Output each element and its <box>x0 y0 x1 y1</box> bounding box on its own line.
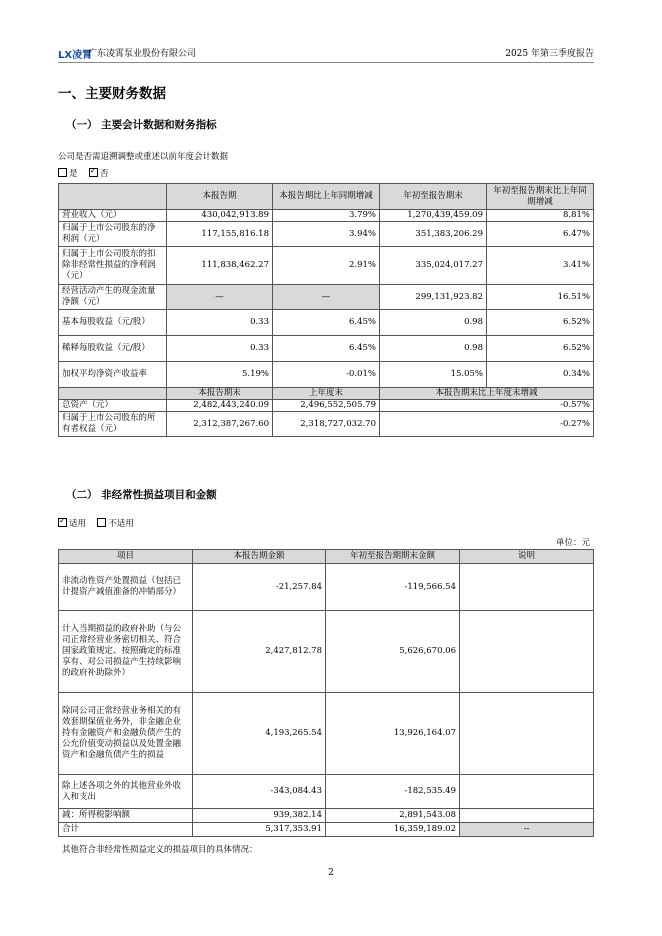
table-row <box>59 809 594 823</box>
header-cell: 本报告期比上年同期增减 <box>273 184 380 210</box>
checkbox-not-applicable[interactable] <box>97 518 106 527</box>
cell-note <box>460 809 594 823</box>
cell-value: -182,535.49 <box>326 775 460 809</box>
header-cell: 上年度末 <box>273 388 380 400</box>
cell-value: -21,257.84 <box>193 564 326 611</box>
header-cell: 年初至报告期期末金额 <box>326 550 460 564</box>
cell-value: 5,626,670.06 <box>326 611 460 693</box>
other-items-note: 其他符合非经常性损益定义的损益项目的具体情况： <box>62 845 258 855</box>
header-cell: 年初至报告期末比上年同期增减 <box>487 184 594 210</box>
cell-value: 2.91% <box>273 247 380 285</box>
company-logo: LX凌霄 <box>58 50 93 61</box>
cell-value: — <box>167 285 273 310</box>
cell-note: -- <box>460 823 594 837</box>
cell-value: 6.45% <box>273 336 380 362</box>
row-label: 基本每股收益（元/股） <box>59 310 167 336</box>
row-label: 稀释每股收益（元/股） <box>59 336 167 362</box>
cell-value: 3.41% <box>487 247 594 285</box>
applicable-label: 适用 <box>69 519 87 529</box>
header-cell: 本报告期末 <box>167 388 273 400</box>
cell-note <box>460 775 594 809</box>
cell-value: 6.47% <box>487 222 594 247</box>
unit-label: 单位：元 <box>555 538 590 548</box>
row-label: 营业收入（元） <box>59 210 167 222</box>
cell-value: 351,383,206.29 <box>380 222 487 247</box>
cell-value: 2,496,552,505.79 <box>273 400 380 412</box>
cell-value: 430,042,913.89 <box>167 210 273 222</box>
option-yes-label: 是 <box>69 169 78 179</box>
row-label: 非流动性资产处置损益（包括已计提资产减值准备的冲销部分） <box>59 564 193 611</box>
cell-note <box>460 564 594 611</box>
cell-value: 0.33 <box>167 336 273 362</box>
cell-value: 2,482,443,240.09 <box>167 400 273 412</box>
row-label: 归属于上市公司股东的所有者权益（元） <box>59 412 167 437</box>
header-cell <box>59 184 167 210</box>
option-no-label: 否 <box>99 169 109 179</box>
header-cell: 本报告期金额 <box>193 550 326 564</box>
table-header-row <box>59 184 594 210</box>
page-number: 2 <box>328 868 334 878</box>
cell-value: 2,891,543.08 <box>326 809 460 823</box>
cell-value: -0.57% <box>380 400 594 412</box>
cell-value: 335,024,017.27 <box>380 247 487 285</box>
row-label: 计入当期损益的政府补助（与公司正常经营业务密切相关、符合国家政策规定、按照确定的标准享有、对公司损益产生持续影响的政府补助除外） <box>59 611 193 693</box>
table-row <box>59 564 594 611</box>
non-recurring-items-table <box>58 549 594 837</box>
restate-options <box>58 167 108 179</box>
row-label: 经营活动产生的现金流量净额（元） <box>59 285 167 310</box>
financial-indicators-table <box>58 183 594 437</box>
checkbox-yes[interactable] <box>58 168 67 177</box>
table-row <box>59 310 594 336</box>
cell-value: 2,318,727,032.70 <box>273 412 380 437</box>
header-cell: 年初至报告期末 <box>380 184 487 210</box>
cell-value: 939,382.14 <box>193 809 326 823</box>
section-title: 一、主要财务数据 <box>58 86 166 102</box>
cell-value: -0.01% <box>273 362 380 388</box>
cell-value: 16.51% <box>487 285 594 310</box>
applicable-options <box>58 517 134 529</box>
subsection-title-2: （二） 非经常性损益项目和金额 <box>66 489 217 501</box>
cell-note <box>460 693 594 775</box>
cell-value: 6.45% <box>273 310 380 336</box>
subsection-title-1: （一） 主要会计数据和财务指标 <box>66 119 217 131</box>
table-row <box>59 611 594 693</box>
cell-value: -119,566.54 <box>326 564 460 611</box>
header-cell: 说明 <box>460 550 594 564</box>
header-cell <box>59 388 167 400</box>
cell-value: 3.79% <box>273 210 380 222</box>
cell-value: -0.27% <box>380 412 594 437</box>
header-cell: 项目 <box>59 550 193 564</box>
cell-value: 117,155,816.18 <box>167 222 273 247</box>
cell-value: 16,359,189.02 <box>326 823 460 837</box>
cell-value: 6.52% <box>487 336 594 362</box>
row-label: 归属于上市公司股东的扣除非经常性损益的净利润（元） <box>59 247 167 285</box>
cell-value: 0.33 <box>167 310 273 336</box>
table-header-row <box>59 550 594 564</box>
row-label: 加权平均净资产收益率 <box>59 362 167 388</box>
table-row <box>59 210 594 222</box>
cell-value: 0.34% <box>487 362 594 388</box>
cell-value: 5.19% <box>167 362 273 388</box>
cell-value: — <box>273 285 380 310</box>
table-row <box>59 693 594 775</box>
cell-value: 5,317,353.91 <box>193 823 326 837</box>
table-row <box>59 247 594 285</box>
table-row <box>59 400 594 412</box>
cell-value: 6.52% <box>487 310 594 336</box>
row-label: 除同公司正常经营业务相关的有效套期保值业务外，非金融企业持有金融资产和金融负债产生的公允价值变动损益以及处置金融资产和金融负债产生的损益 <box>59 693 193 775</box>
row-label: 归属于上市公司股东的净利润（元） <box>59 222 167 247</box>
cell-value: 0.98 <box>380 310 487 336</box>
cell-value: 3.94% <box>273 222 380 247</box>
table-row <box>59 362 594 388</box>
cell-value: 4,193,265.54 <box>193 693 326 775</box>
cell-value: 0.98 <box>380 336 487 362</box>
row-label: 总资产（元） <box>59 400 167 412</box>
header-cell: 本报告期末比上年度末增减 <box>380 388 594 400</box>
restate-question: 公司是否需追溯调整或重述以前年度会计数据 <box>58 152 229 162</box>
report-title: 2025 年第三季度报告 <box>505 49 594 59</box>
cell-value: 111,838,462.27 <box>167 247 273 285</box>
table-row <box>59 222 594 247</box>
table-row <box>59 336 594 362</box>
cell-value: 13,926,164.07 <box>326 693 460 775</box>
row-label: 减：所得税影响额 <box>59 809 193 823</box>
cell-value: -343,084.43 <box>193 775 326 809</box>
cell-value: 299,131,923.82 <box>380 285 487 310</box>
table-row <box>59 412 594 437</box>
table-subheader-row <box>59 388 594 400</box>
checkbox-applicable[interactable] <box>58 518 67 527</box>
row-label: 除上述各项之外的其他营业外收入和支出 <box>59 775 193 809</box>
header-cell: 本报告期 <box>167 184 273 210</box>
table-row <box>59 775 594 809</box>
cell-value: 15.05% <box>380 362 487 388</box>
cell-note <box>460 611 594 693</box>
cell-value: 2,427,812.78 <box>193 611 326 693</box>
table-total-row <box>59 823 594 837</box>
cell-value: 8.81% <box>487 210 594 222</box>
table-row <box>59 285 594 310</box>
header-divider <box>58 62 594 63</box>
company-name: 广东凌霄泵业股份有限公司 <box>88 49 197 59</box>
page-header <box>58 46 594 60</box>
cell-value: 2,312,387,267.60 <box>167 412 273 437</box>
checkbox-no[interactable] <box>89 168 98 177</box>
row-label: 合计 <box>59 823 193 837</box>
not-applicable-label: 不适用 <box>108 519 134 529</box>
cell-value: 1,270,439,459.09 <box>380 210 487 222</box>
